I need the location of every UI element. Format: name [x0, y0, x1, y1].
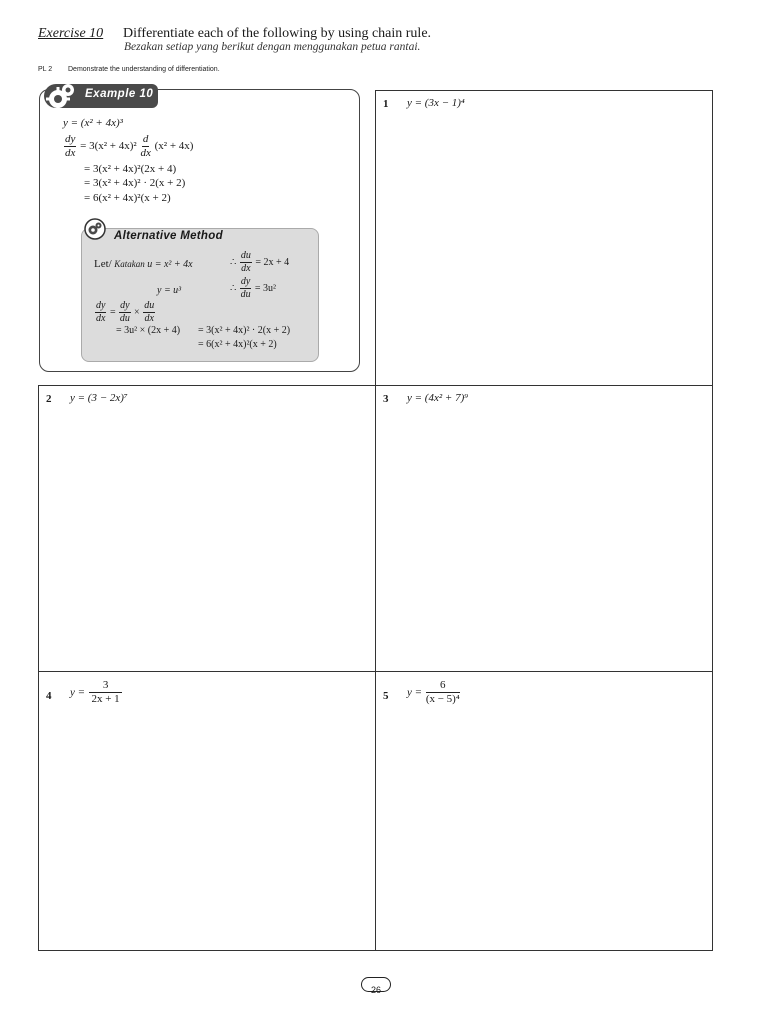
alt-line-c: = 6(x² + 4x)²(x + 2) [198, 339, 277, 350]
du-numerator: du [144, 300, 155, 311]
question-expression: y = (3 − 2x)⁷ [70, 392, 128, 404]
dy-numerator: dy [240, 276, 251, 287]
alt-let-line [94, 258, 193, 270]
gear-icon [84, 218, 106, 240]
therefore-symbol: ∴ [230, 256, 237, 268]
exercise-subtitle: Bezakan setiap yang berikut dengan menggunakan petua rantai. [124, 41, 421, 53]
dy-numerator: dy [65, 133, 76, 145]
question-number: 4 [46, 690, 52, 702]
dx-denominator: dx [241, 263, 251, 274]
example-step-5: = 6(x² + 4x)²(x + 2) [84, 192, 171, 204]
dy-result: = 3u² [254, 282, 276, 294]
example-step-2 [63, 134, 193, 159]
alt-line-a: = 3u² × (2x + 4) [116, 325, 181, 336]
question-number: 5 [383, 690, 389, 702]
performance-level-text: Demonstrate the understanding of differentiation. [68, 66, 220, 73]
u-definition: u = x² + 4x [147, 259, 193, 270]
du-denominator: du [240, 289, 251, 300]
example-title: Example 10 [85, 88, 154, 100]
exercise-label: Exercise 10 [38, 26, 104, 41]
question-number: 2 [46, 393, 52, 405]
katakan-label: Katakan [114, 259, 145, 269]
du-numerator: du [240, 250, 251, 261]
question-lhs: y = [407, 686, 423, 699]
du-denominator: du [119, 313, 130, 324]
alternative-method-title: Alternative Method [114, 230, 223, 242]
du-result: = 2x + 4 [255, 256, 290, 268]
example-step-4: = 3(x² + 4x)² · 2(x + 2) [84, 177, 186, 189]
step-2-left: = 3(x² + 4x)² [80, 140, 137, 153]
therefore-symbol: ∴ [230, 282, 237, 294]
question-expression [70, 680, 123, 705]
performance-level-tag: PL 2 [38, 66, 53, 73]
question-cell-5 [375, 671, 713, 951]
question-lhs: y = [70, 686, 86, 699]
gear-icon [46, 82, 76, 110]
alt-chain-line [94, 301, 156, 324]
question-expression: y = (3x − 1)⁴ [407, 97, 465, 109]
times-sign: × [134, 306, 140, 318]
example-step-1: y = (x² + 4x)³ [63, 117, 123, 129]
question-number: 1 [383, 98, 389, 110]
dy-numerator: dy [96, 300, 106, 311]
page-number-badge [361, 977, 391, 995]
question-cell-2 [38, 385, 376, 672]
question-expression: y = (4x² + 7)⁹ [407, 392, 469, 404]
dx-denominator: dx [65, 147, 76, 159]
fraction-numerator: 6 [426, 680, 460, 693]
question-number: 3 [383, 393, 389, 405]
alt-y-u-line: y = u³ [157, 285, 182, 296]
question-cell-1 [375, 90, 713, 386]
fraction-denominator: 2x + 1 [91, 693, 120, 705]
page-number: 26 [370, 985, 381, 995]
alt-dy-line [230, 277, 276, 300]
dy-numerator: dy [120, 300, 130, 311]
equals-sign: = [109, 306, 116, 318]
d-numerator: d [142, 133, 149, 145]
question-expression [407, 680, 461, 705]
fraction-denominator: (x − 5)⁴ [425, 693, 460, 705]
let-label: Let/ [94, 258, 112, 270]
dx-denominator: dx [144, 313, 154, 324]
example-step-3: = 3(x² + 4x)²(2x + 4) [84, 163, 177, 175]
dx-denominator-2: dx [140, 147, 151, 159]
alt-du-line [230, 251, 289, 274]
alt-line-b: = 3(x² + 4x)² · 2(x + 2) [198, 325, 291, 336]
question-cell-3 [375, 385, 713, 672]
dx-denominator: dx [96, 313, 106, 324]
fraction-numerator: 3 [89, 680, 123, 693]
step-2-tail: (x² + 4x) [154, 140, 194, 153]
question-cell-4 [38, 671, 376, 951]
exercise-title: Differentiate each of the following by using chain rule. [123, 26, 432, 41]
